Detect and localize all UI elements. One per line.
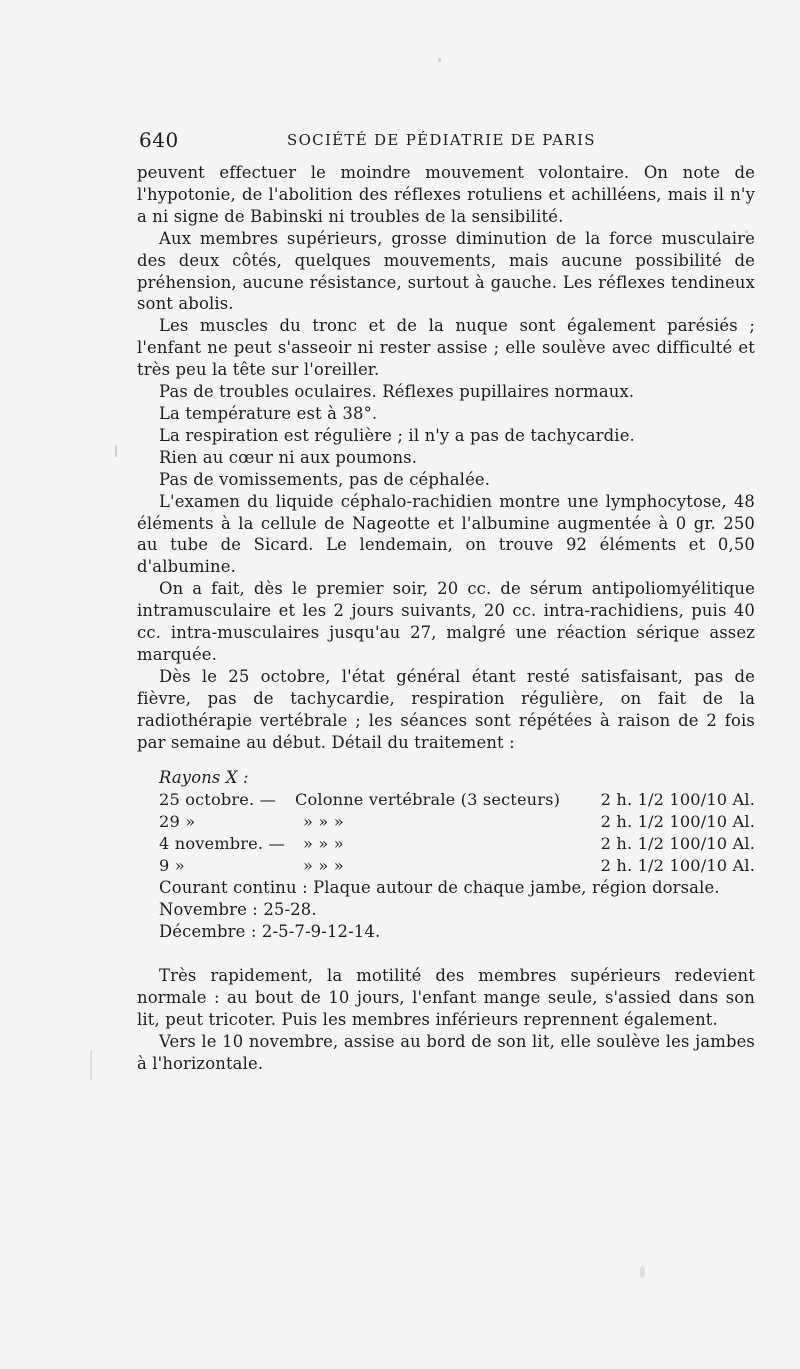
rays-heading: Rayons X : bbox=[159, 768, 249, 788]
treatment-region: » » » bbox=[303, 812, 344, 832]
paragraph: Pas de vomissements, pas de céphalée. bbox=[159, 469, 491, 489]
paragraph: Rien au cœur ni aux poumons. bbox=[159, 447, 418, 467]
paragraph: peuvent effectuer le moindre mouvement volontaire. On note de l'hypotonie, de l'abolition des réflexes rotuliens et achilléens, mais il n'y a ni signe de Babinski ni troubles de la sensibilité. bbox=[137, 163, 755, 226]
table-row bbox=[137, 833, 755, 855]
november-sessions: Novembre : 25-28. bbox=[159, 900, 317, 920]
paragraph: Vers le 10 novembre, assise au bord de son lit, elle soulève les jambes à l'horizontale. bbox=[137, 1031, 755, 1073]
page-header bbox=[137, 128, 755, 162]
page-number: 640 bbox=[139, 128, 179, 152]
paragraph: Aux membres supérieurs, grosse diminution de la force musculaire des deux côtés, quelques mouvements, mais aucune possibilité de préhension, aucune résistance, surtout à gauche. Les réflexes tendineux sont abolis. bbox=[137, 228, 755, 314]
treatment-date: 25 octobre. — bbox=[159, 790, 276, 810]
treatment-date: 9 » bbox=[159, 856, 185, 876]
page-content bbox=[137, 128, 755, 1075]
treatment-dose: 2 h. 1/2 100/10 Al. bbox=[600, 790, 755, 810]
december-sessions: Décembre : 2-5-7-9-12-14. bbox=[159, 922, 381, 942]
scan-speck bbox=[640, 1265, 645, 1279]
scan-speck bbox=[438, 58, 441, 62]
running-title: SOCIÉTÉ DE PÉDIATRIE DE PARIS bbox=[287, 131, 596, 149]
treatment-region: » » » bbox=[303, 856, 344, 876]
paragraph: L'examen du liquide céphalo-rachidien montre une lymphocytose, 48 éléments à la cellule de Nageotte et l'albumine augmentée à 0 gr. 250 au tube de Sicard. Le lendemain, on trouve 92 éléments et 0,50 d'albumine. bbox=[137, 491, 755, 577]
scan-speck bbox=[90, 1050, 92, 1080]
current-line: Courant continu : Plaque autour de chaque jambe, région dorsale. bbox=[159, 878, 720, 898]
scan-speck bbox=[115, 445, 117, 457]
paragraph: La température est à 38°. bbox=[159, 403, 378, 423]
treatment-dose: 2 h. 1/2 100/10 Al. bbox=[600, 834, 755, 854]
current-treatment bbox=[137, 877, 755, 943]
spacer bbox=[137, 943, 755, 965]
paragraph: Dès le 25 octobre, l'état général étant resté satisfaisant, pas de fièvre, pas de tachycardie, respiration régulière, on fait de la radiothérapie vertébrale ; les séances sont répétées à raison de 2 fois par semaine au début. Détail du traitement : bbox=[137, 666, 755, 752]
treatment-dose: 2 h. 1/2 100/10 Al. bbox=[600, 812, 755, 832]
treatment-date: 29 » bbox=[159, 812, 196, 832]
paragraph: La respiration est régulière ; il n'y a pas de tachycardie. bbox=[159, 425, 635, 445]
paragraph: Les muscles du tronc et de la nuque sont également parésiés ; l'enfant ne peut s'asseoir ni rester assise ; elle soulève avec difficulté et très peu la tête sur l'oreiller. bbox=[137, 316, 755, 380]
treatment-region: Colonne vertébrale (3 secteurs) bbox=[295, 790, 561, 810]
table-row bbox=[137, 811, 755, 833]
table-row bbox=[137, 789, 755, 811]
treatment-dose: 2 h. 1/2 100/10 Al. bbox=[600, 856, 755, 876]
treatment-region: » » » bbox=[303, 834, 344, 854]
paragraph: Pas de troubles oculaires. Réflexes pupillaires normaux. bbox=[159, 382, 635, 402]
table-row bbox=[137, 855, 755, 877]
paragraph: On a fait, dès le premier soir, 20 cc. de sérum antipoliomyélitique intramusculaire et les 2 jours suivants, 20 cc. intra-rachidiens, puis 40 cc. intra-musculaires jusqu'au 27, malgré une réaction sérique assez marquée. bbox=[137, 579, 755, 664]
article-body bbox=[137, 162, 755, 1075]
treatment-date: 4 novembre. — bbox=[159, 834, 285, 854]
paragraph: Très rapidement, la motilité des membres supérieurs redevient normale : au bout de 10 jours, l'enfant mange seule, s'assied dans son lit, peut tricoter. Puis les membres inférieurs reprennent également. bbox=[137, 966, 755, 1029]
treatment-table bbox=[137, 789, 755, 877]
